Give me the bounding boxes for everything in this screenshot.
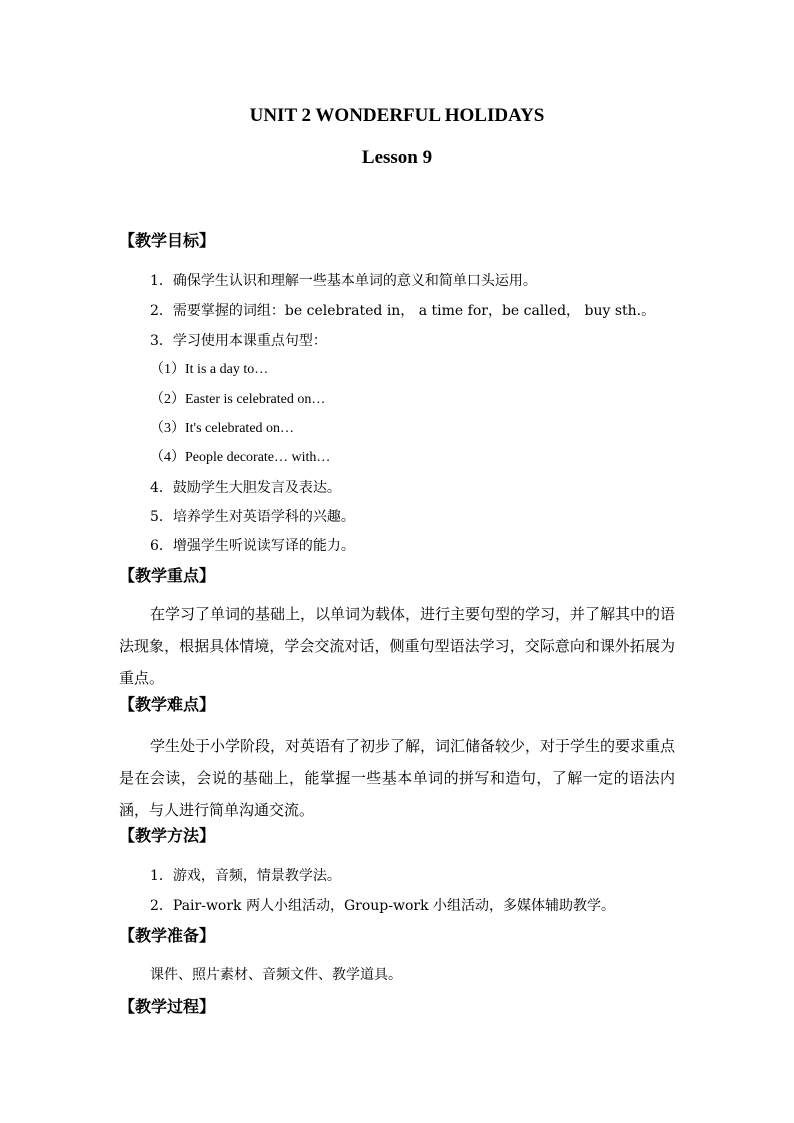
key-points-paragraph: 在学习了单词的基础上，以单词为载体，进行主要句型的学习，并了解其中的语法现象，根据具体情境，学会交流对话，侧重句型语法学习，交际意向和课外拓展为重点。 <box>119 605 676 687</box>
objective-item-3: 3．学习使用本课重点句型： <box>150 333 327 349</box>
section-heading-process: 【教学过程】 <box>119 997 216 1016</box>
document-subtitle: Lesson 9 <box>361 147 433 168</box>
method-item-2: 2．Pair-work 两人小组活动，Group-work 小组活动，多媒体辅助教学。 <box>150 898 616 914</box>
objective-item-4: 4．鼓励学生大胆发言及表达。 <box>150 480 341 496</box>
difficulties-paragraph: 学生处于小学阶段，对英语有了初步了解，词汇储备较少，对于学生的要求重点是在会读，会说的基础上，能掌握一些基本单词的拼写和造句，了解一定的语法内涵，与人进行简单沟通交流。 <box>119 737 676 819</box>
objective-item-1: 1．确保学生认识和理解一些基本单词的意义和简单口头运用。 <box>150 273 537 289</box>
objective-item-5: 5．培养学生对英语学科的兴趣。 <box>150 509 355 525</box>
objective-item-6: 6．增强学生听说读写译的能力。 <box>150 538 355 554</box>
section-heading-methods: 【教学方法】 <box>119 826 216 845</box>
objective-subitem-2: （2）Easter is celebrated on… <box>150 392 326 407</box>
document-title: UNIT 2 WONDERFUL HOLIDAYS <box>249 105 545 126</box>
section-heading-objectives: 【教学目标】 <box>119 231 216 250</box>
section-heading-key-points: 【教学重点】 <box>119 566 216 585</box>
objective-item-2: 2．需要掌握的词组：be celebrated in， a time for，be called， buy sth.。 <box>150 303 656 319</box>
objective-subitem-4: （4）People decorate… with… <box>150 450 331 465</box>
objective-subitem-3: （3）It's celebrated on… <box>150 421 295 436</box>
preparation-text: 课件、照片素材、音频文件、教学道具。 <box>150 967 402 983</box>
section-heading-difficulties: 【教学难点】 <box>119 695 216 714</box>
section-heading-preparation: 【教学准备】 <box>119 926 216 945</box>
method-item-1: 1．游戏，音频，情景教学法。 <box>150 868 341 884</box>
objective-subitem-1: （1）It is a day to… <box>150 362 269 377</box>
